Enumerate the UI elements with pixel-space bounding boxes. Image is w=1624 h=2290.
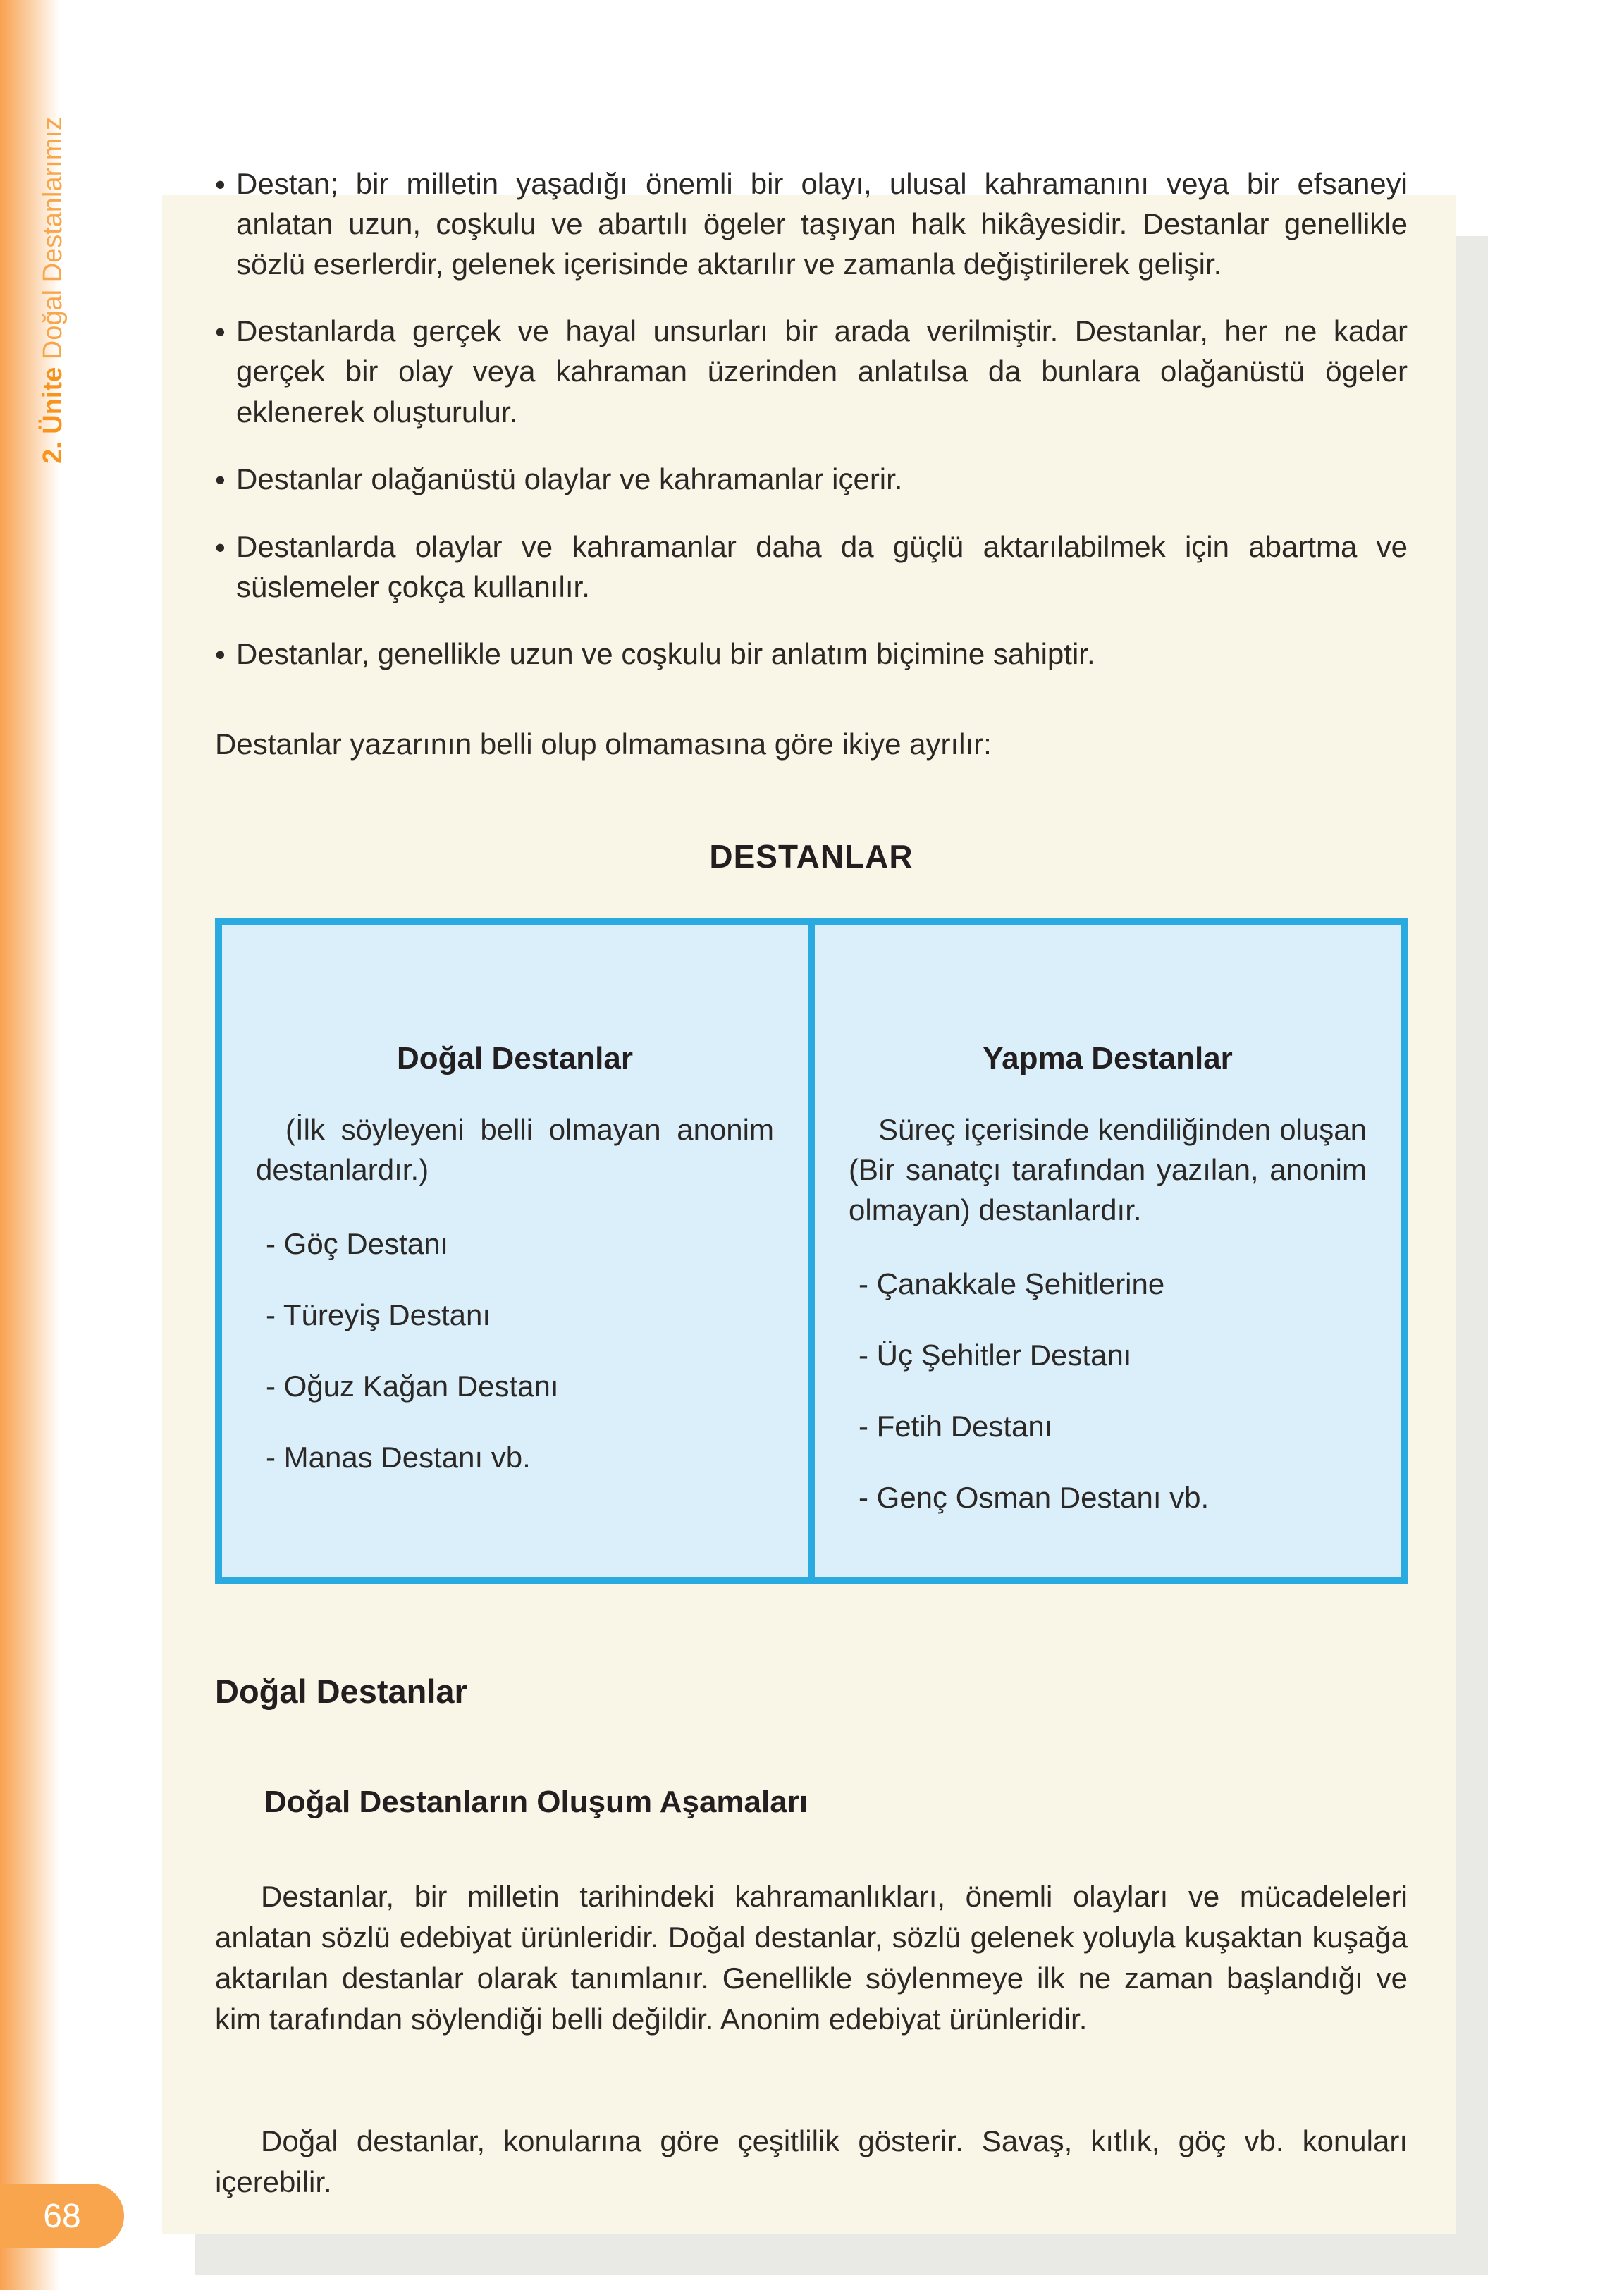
bullet-marker: •	[215, 315, 226, 349]
page-number-badge	[0, 2184, 124, 2248]
bullet-marker: •	[215, 530, 226, 564]
bullet-text: Destan; bir milletin yaşadığı önemli bir olayı, ulusal kahramanını veya bir efsaneyi anlatan uzun, coşkulu ve abartılı ögeler taşıyan halk hikâyesidir. Destanlar genellikle sözlü eserlerdir, gelenek içerisinde aktarılır ve zamanla değiştirilerek gelişir.	[236, 167, 1408, 281]
natural-epics-cell	[222, 925, 815, 1578]
bullet-marker: •	[215, 462, 226, 496]
list-item: - Genç Osman Destanı vb.	[859, 1481, 1210, 1515]
bullet-item	[215, 527, 1408, 607]
list-item: - Çanakkale Şehitlerine	[859, 1267, 1165, 1300]
list-item: - Fetih Destanı	[859, 1410, 1053, 1443]
natural-epics-list	[256, 1224, 774, 1477]
natural-epics-header: Doğal Destanlar	[397, 1040, 633, 1076]
unit-sidebar-title	[39, 117, 66, 464]
list-item: - Oğuz Kağan Destanı	[266, 1369, 559, 1403]
table-title: DESTANLAR	[709, 838, 914, 875]
section-paragraph: Destanlar, bir milletin tarihindeki kahramanlıkları, önemli olayları ve mücadeleleri anlatan sözlü edebiyat ürünleridir. Doğal destanlar, sözlü gelenek yoluyla kuşaktan kuşağa aktarılan destanlar olarak tanımlanır. Genellikle söylenmeye ilk ne zaman başlandığı ve kim tarafından söylendiği belli değildir. Anonim edebiyat ürünleridir.	[215, 1880, 1408, 2036]
unit-number-label: 2. Ünite	[38, 359, 68, 464]
list-item: - Manas Destanı vb.	[266, 1441, 531, 1475]
bullet-item	[215, 164, 1408, 284]
content-panel	[162, 167, 1456, 2234]
bullet-item	[215, 311, 1408, 431]
artificial-epics-list	[849, 1264, 1367, 1518]
list-item: - Üç Şehitler Destanı	[859, 1338, 1132, 1372]
destan-types-table	[215, 918, 1408, 1585]
bullet-item	[215, 459, 1408, 500]
artificial-epics-cell	[815, 925, 1401, 1578]
bullet-text: Destanlarda gerçek ve hayal unsurları bir arada verilmiştir. Destanlar, her ne kadar gerçek bir olay veya kahraman üzerinden anlatılsa da bunlara olağanüstü ögeler eklenerek oluşturulur.	[236, 314, 1408, 429]
bullet-item	[215, 634, 1408, 675]
section-heading: Doğal Destanlar	[215, 1673, 467, 1711]
bullet-marker: •	[215, 168, 226, 201]
page-number: 68	[43, 2197, 81, 2235]
bullet-text: Destanlarda olaylar ve kahramanlar daha da güçlü aktarılabilmek için abartma ve süslemeler çokça kullanılır.	[236, 529, 1408, 603]
list-item: - Göç Destanı	[266, 1226, 449, 1260]
bullet-list	[215, 164, 1408, 675]
artificial-epics-header: Yapma Destanlar	[983, 1040, 1233, 1076]
intro-sentence: Destanlar yazarının belli olup olmamasına göre ikiye ayrılır:	[215, 727, 992, 761]
list-item: - Türeyiş Destanı	[266, 1298, 491, 1331]
natural-epics-description: (İlk söyleyeni belli olmayan anonim destanlardır.)	[256, 1112, 774, 1186]
bullet-text: Destanlar, genellikle uzun ve coşkulu bir anlatım biçimine sahiptir.	[236, 636, 1095, 670]
unit-title-label: Doğal Destanlarımız	[38, 116, 68, 360]
bullet-marker: •	[215, 637, 226, 671]
section-subheading: Doğal Destanların Oluşum Aşamaları	[264, 1785, 808, 1820]
artificial-epics-description: Süreç içerisinde kendiliğinden oluşan (Bir sanatçı tarafından yazılan, anonim olmayan) destanlardır.	[849, 1112, 1367, 1226]
bullet-text: Destanlar olağanüstü olaylar ve kahramanlar içerir.	[236, 462, 903, 495]
section-paragraph: Doğal destanlar, konularına göre çeşitlilik gösterir. Savaş, kıtlık, göç vb. konuları içerebilir.	[215, 2124, 1408, 2198]
